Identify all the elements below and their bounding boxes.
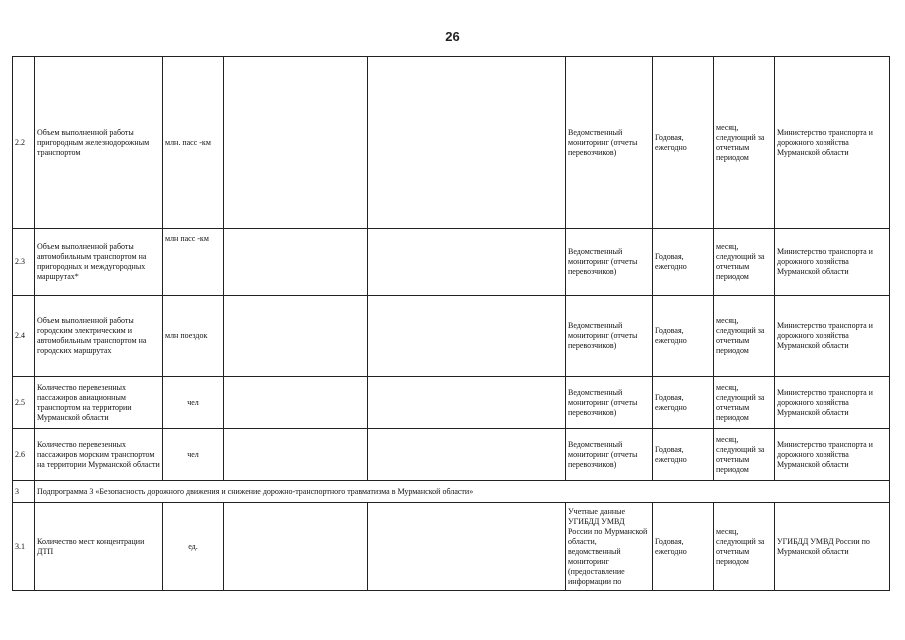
empty-cell bbox=[224, 429, 368, 481]
unit: чел bbox=[163, 429, 224, 481]
data-source: Ведомственный мониторинг (отчеты перевозчиков) bbox=[566, 377, 653, 429]
unit: млн поездок bbox=[163, 296, 224, 377]
unit: чел bbox=[163, 377, 224, 429]
table-row bbox=[13, 503, 890, 591]
empty-cell bbox=[368, 377, 566, 429]
section-number: 3 bbox=[13, 481, 35, 503]
responsible: УГИБДД УМВД России по Мурманской области bbox=[775, 503, 890, 591]
row-number: 2.5 bbox=[13, 377, 35, 429]
indicator-name: Количество перевезенных пассажиров авиационным транспортом на территории Мурманской области bbox=[35, 377, 163, 429]
data-source: Ведомственный мониторинг (отчеты перевозчиков) bbox=[566, 229, 653, 296]
section-title: Подпрограмма 3 «Безопасность дорожного движения и снижение дорожно-транспортного травматизма в Мурманской области» bbox=[35, 481, 890, 503]
data-source: Учетные данные УГИБДД УМВД России по Мурманской области, ведомственный мониторинг (предоставление информации по bbox=[566, 503, 653, 591]
empty-cell bbox=[368, 296, 566, 377]
table-row bbox=[13, 229, 890, 296]
data-source: Ведомственный мониторинг (отчеты перевозчиков) bbox=[566, 57, 653, 229]
periodicity: Годовая, ежегодно bbox=[653, 377, 714, 429]
table-row bbox=[13, 377, 890, 429]
periodicity: Годовая, ежегодно bbox=[653, 296, 714, 377]
deadline: месяц, следующий за отчетным периодом bbox=[714, 57, 775, 229]
empty-cell bbox=[224, 503, 368, 591]
empty-cell bbox=[368, 503, 566, 591]
data-source: Ведомственный мониторинг (отчеты перевозчиков) bbox=[566, 296, 653, 377]
unit: млн. пасс -км bbox=[163, 57, 224, 229]
row-number: 2.6 bbox=[13, 429, 35, 481]
empty-cell bbox=[368, 229, 566, 296]
row-number: 2.4 bbox=[13, 296, 35, 377]
row-number: 3.1 bbox=[13, 503, 35, 591]
deadline: месяц, следующий за отчетным периодом bbox=[714, 229, 775, 296]
unit: ед. bbox=[163, 503, 224, 591]
indicator-name: Объем выполненной работы пригородным железнодорожным транспортом bbox=[35, 57, 163, 229]
periodicity: Годовая, ежегодно bbox=[653, 503, 714, 591]
responsible: Министерство транспорта и дорожного хозяйства Мурманской области bbox=[775, 377, 890, 429]
table-row bbox=[13, 57, 890, 229]
unit: млн пасс -км bbox=[163, 229, 224, 296]
responsible: Министерство транспорта и дорожного хозяйства Мурманской области bbox=[775, 229, 890, 296]
section-row bbox=[13, 481, 890, 503]
indicator-name: Количество мест концентрации ДТП bbox=[35, 503, 163, 591]
empty-cell bbox=[368, 429, 566, 481]
responsible: Министерство транспорта и дорожного хозяйства Мурманской области bbox=[775, 429, 890, 481]
periodicity: Годовая, ежегодно bbox=[653, 229, 714, 296]
data-source: Ведомственный мониторинг (отчеты перевозчиков) bbox=[566, 429, 653, 481]
row-number: 2.3 bbox=[13, 229, 35, 296]
page-number: 26 bbox=[445, 29, 460, 44]
empty-cell bbox=[368, 57, 566, 229]
empty-cell bbox=[224, 377, 368, 429]
deadline: месяц, следующий за отчетным периодом bbox=[714, 503, 775, 591]
empty-cell bbox=[224, 296, 368, 377]
indicators-table bbox=[12, 56, 890, 591]
responsible: Министерство транспорта и дорожного хозяйства Мурманской области bbox=[775, 296, 890, 377]
deadline: месяц, следующий за отчетным периодом bbox=[714, 296, 775, 377]
empty-cell bbox=[224, 229, 368, 296]
deadline: месяц, следующий за отчетным периодом bbox=[714, 429, 775, 481]
indicator-name: Объем выполненной работы городским электрическим и автомобильным транспортом на городских маршрутах bbox=[35, 296, 163, 377]
periodicity: Годовая, ежегодно bbox=[653, 429, 714, 481]
deadline: месяц, следующий за отчетным периодом bbox=[714, 377, 775, 429]
periodicity: Годовая, ежегодно bbox=[653, 57, 714, 229]
table-row bbox=[13, 429, 890, 481]
responsible: Министерство транспорта и дорожного хозяйства Мурманской области bbox=[775, 57, 890, 229]
empty-cell bbox=[224, 57, 368, 229]
row-number: 2.2 bbox=[13, 57, 35, 229]
indicator-name: Объем выполненной работы автомобильным транспортом на пригородных и междугородных маршрутах* bbox=[35, 229, 163, 296]
indicator-name: Количество перевезенных пассажиров морским транспортом на территории Мурманской области bbox=[35, 429, 163, 481]
table-row bbox=[13, 296, 890, 377]
